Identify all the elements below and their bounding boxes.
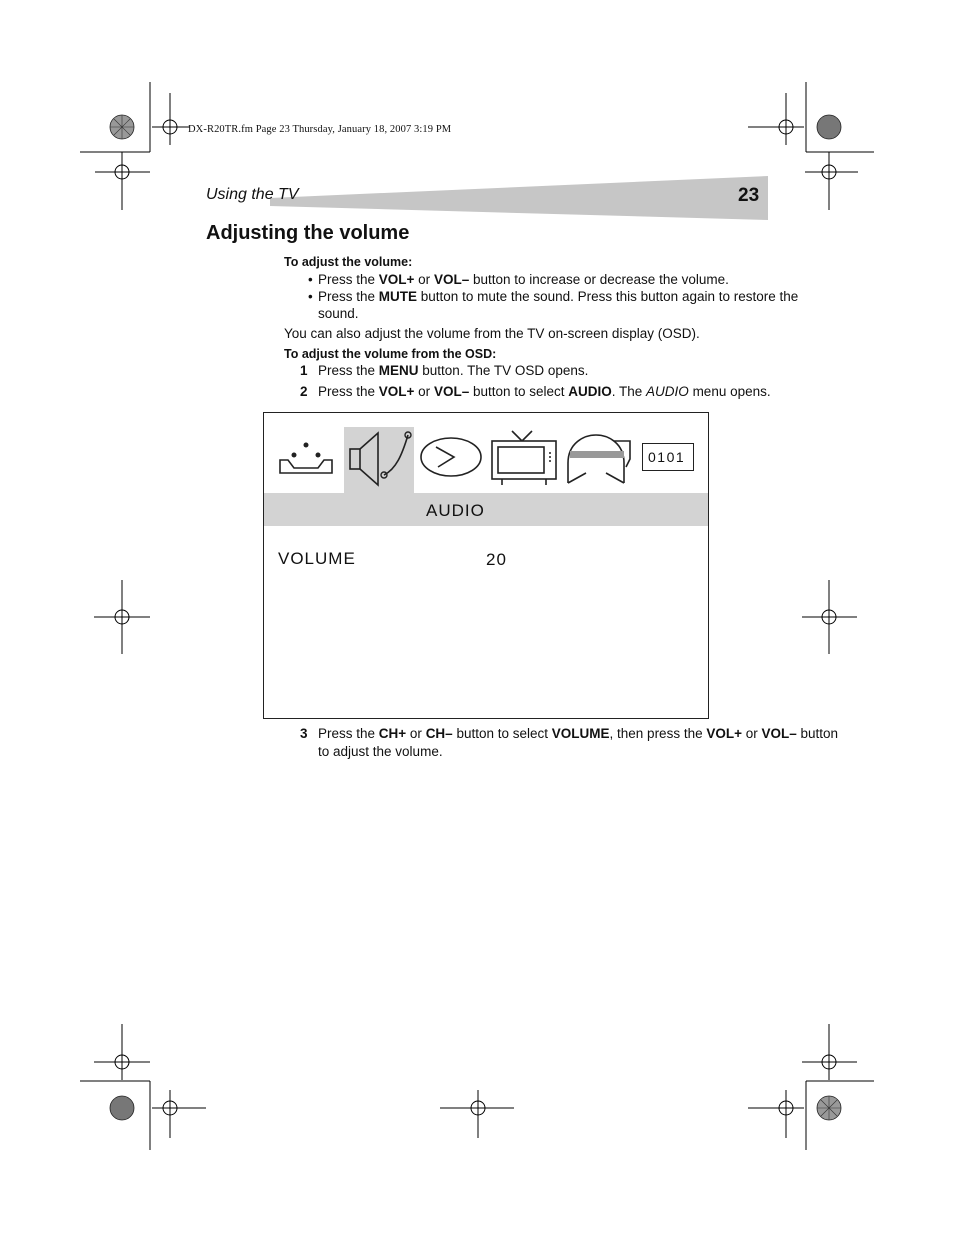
key-name: VOLUME <box>551 726 610 741</box>
tv-icon <box>490 429 558 487</box>
clock-icon <box>418 435 484 479</box>
text: menu opens. <box>688 384 771 399</box>
osd-title-band <box>264 493 708 526</box>
lock-icon <box>564 433 636 487</box>
text: to adjust the volume. <box>318 744 443 759</box>
key-name: VOL– <box>433 272 470 287</box>
page-title: Adjusting the volume <box>206 222 410 244</box>
section-label: Using the TV <box>206 186 299 203</box>
key-name: CH– <box>425 726 453 741</box>
text: button <box>796 726 839 741</box>
page-number: 23 <box>738 185 760 206</box>
step-number: 3 <box>300 726 308 741</box>
binary-setup-icon <box>642 443 694 471</box>
text: button. The TV OSD opens. <box>418 363 589 378</box>
text: , then press the <box>609 726 707 741</box>
text: Press the <box>318 289 379 304</box>
key-name: MENU <box>378 363 419 378</box>
text: or <box>741 726 762 741</box>
text: or <box>406 726 426 741</box>
text: or <box>414 272 434 287</box>
picture-icon <box>278 435 334 477</box>
text: button to mute the sound. Press this button again to restore the <box>417 289 799 304</box>
file-info-header: DX-R20TR.fm Page 23 Thursday, January 18, 2007 3:19 PM <box>188 124 452 135</box>
key-name: CH+ <box>378 726 407 741</box>
procedure-heading: To adjust the volume: <box>284 255 413 269</box>
text: sound. <box>318 306 359 321</box>
osd-row-label: VOLUME <box>278 549 356 568</box>
bullet: • <box>308 289 313 304</box>
procedure-heading: To adjust the volume from the OSD: <box>284 347 497 361</box>
key-name: VOL+ <box>706 726 742 741</box>
binary-label: 0101 <box>648 449 686 465</box>
text: . The <box>611 384 647 399</box>
bullet: • <box>308 272 313 287</box>
menu-name: AUDIO <box>646 384 689 399</box>
running-head-wedge <box>270 176 770 222</box>
osd-screen <box>263 412 709 719</box>
text: button to select <box>469 384 569 399</box>
step-number: 1 <box>300 363 308 378</box>
osd-menu-title: AUDIO <box>426 501 485 520</box>
text: button to increase or decrease the volume. <box>469 272 729 287</box>
audio-speaker-icon <box>348 429 414 489</box>
text: button to select <box>452 726 552 741</box>
key-name: VOL+ <box>378 384 415 399</box>
text: Press the <box>318 726 379 741</box>
text: Press the <box>318 384 379 399</box>
step-number: 2 <box>300 384 308 399</box>
key-name: VOL– <box>761 726 797 741</box>
key-name: VOL+ <box>378 272 415 287</box>
key-name: VOL– <box>433 384 470 399</box>
key-name: AUDIO <box>568 384 612 399</box>
osd-row-value: 20 <box>486 550 507 569</box>
text: or <box>414 384 434 399</box>
key-name: MUTE <box>378 289 418 304</box>
text: Press the <box>318 363 379 378</box>
text: Press the <box>318 272 379 287</box>
paragraph: You can also adjust the volume from the TV on-screen display (OSD). <box>284 326 700 341</box>
